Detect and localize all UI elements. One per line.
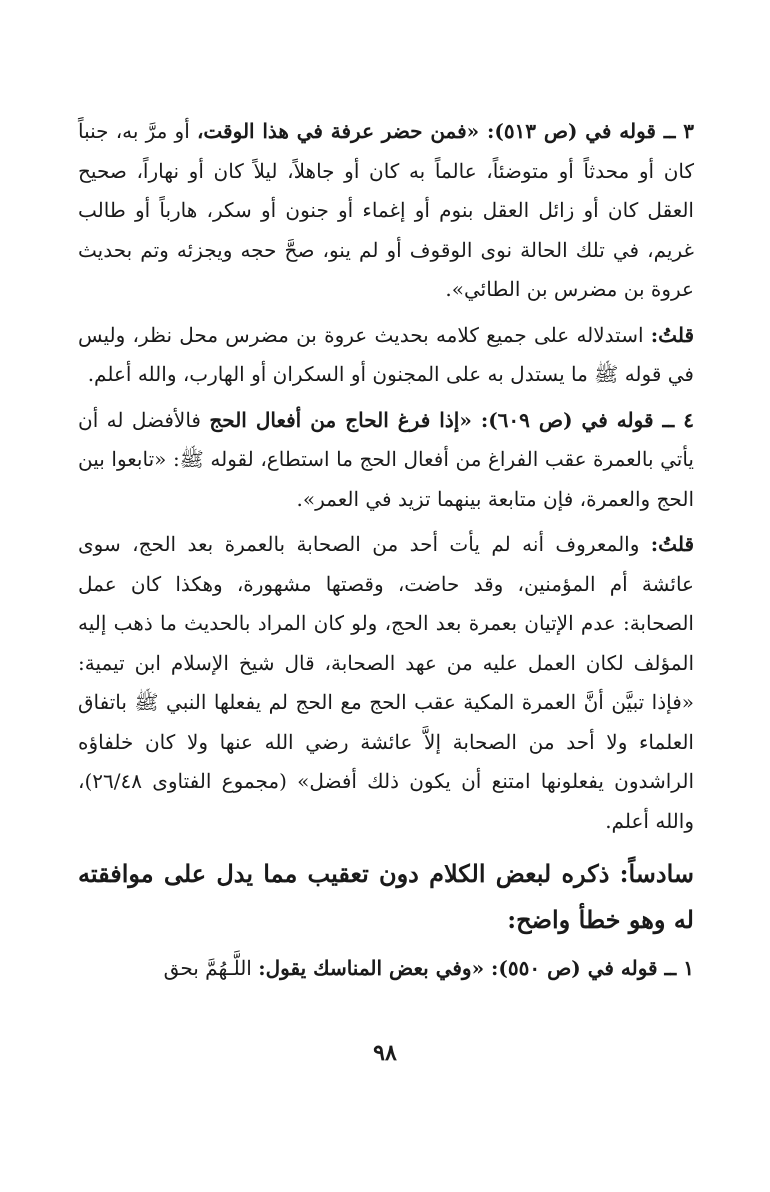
item-1-lead: ١ ــ قوله في (ص ٥٥٠): «وفي بعض المناسك يقول: [258, 956, 694, 980]
page-body [78, 112, 694, 995]
paragraph-comment-1 [78, 316, 694, 395]
item-3-lead: ٣ ــ قوله في (ص ٥١٣): «فمن حضر عرفة في هذا الوقت، [196, 119, 695, 143]
comment-1-text: استدلاله على جميع كلامه بحديث عروة بن مضرس محل نظر، وليس في قوله ﷺ ما يستدل به على المجنون أو السكران أو الهارب، والله أعلم. [78, 322, 694, 386]
paragraph-comment-2 [78, 525, 694, 841]
item-4-lead: ٤ ــ قوله في (ص ٦٠٩): «إذا فرغ الحاج من أفعال الحج [209, 407, 694, 432]
page-number: ٩٨ [373, 1040, 397, 1066]
section-heading: سادساً: ذكره لبعض الكلام دون تعقيب مما يدل على موافقته له وهو خطأ واضح: [78, 859, 694, 934]
item-4-text: فالأفضل له أن يأتي بالعمرة عقب الفراغ من أفعال الحج ما استطاع، لقوله ﷺ: «تابعوا بين الحج والعمرة، فإن متابعة بينهما تزيد في العمر». [78, 407, 694, 511]
item-1-text: اللَّـهُمَّ بحق [163, 956, 259, 980]
paragraph-item-4 [78, 401, 694, 520]
item-3-text: أو مرَّ به، جنباً كان أو محدثاً أو متوضئاً، عالماً به كان أو جاهلاً، ليلاً كان أو نهاراً، صحيح العقل كان أو زائل العقل بنوم أو إغماء أو جنون أو سكر، هارباً أو طالب غريم، في تلك الحالة نوى الوقوف أو لم ينو، صحَّ حجه ويجزئه وتم بحديث عروة بن مضرس بن الطائي». [78, 119, 694, 301]
comment-2-lead: قلتُ: [650, 532, 694, 556]
comment-2-text: والمعروف أنه لم يأت أحد من الصحابة بالعمرة بعد الحج، سوى عائشة أم المؤمنين، وقد حاضت، وقصتها مشهورة، وهكذا كان عمل الصحابة: عدم الإتيان بعمرة بعد الحج، ولو كان المراد بالحديث ما ذهب إليه المؤلف لكان العمل عليه من عهد الصحابة، قال شيخ الإسلام ابن تيمية: «فإذا تبيَّن أنَّ العمرة المكية عقب الحج مع الحج لم يفعلها النبي ﷺ باتفاق العلماء ولا أحد من الصحابة إلاَّ عائشة رضي الله عنها ولا كان خلفاؤه الراشدون يفعلونها امتنع أن يكون ذلك أفضل» (مجموع الفتاوى ٢٦/٤٨)، والله أعلم. [78, 532, 694, 833]
paragraph-item-1 [78, 949, 694, 989]
comment-1-lead: قلتُ: [650, 322, 694, 347]
paragraph-item-3 [78, 112, 694, 310]
